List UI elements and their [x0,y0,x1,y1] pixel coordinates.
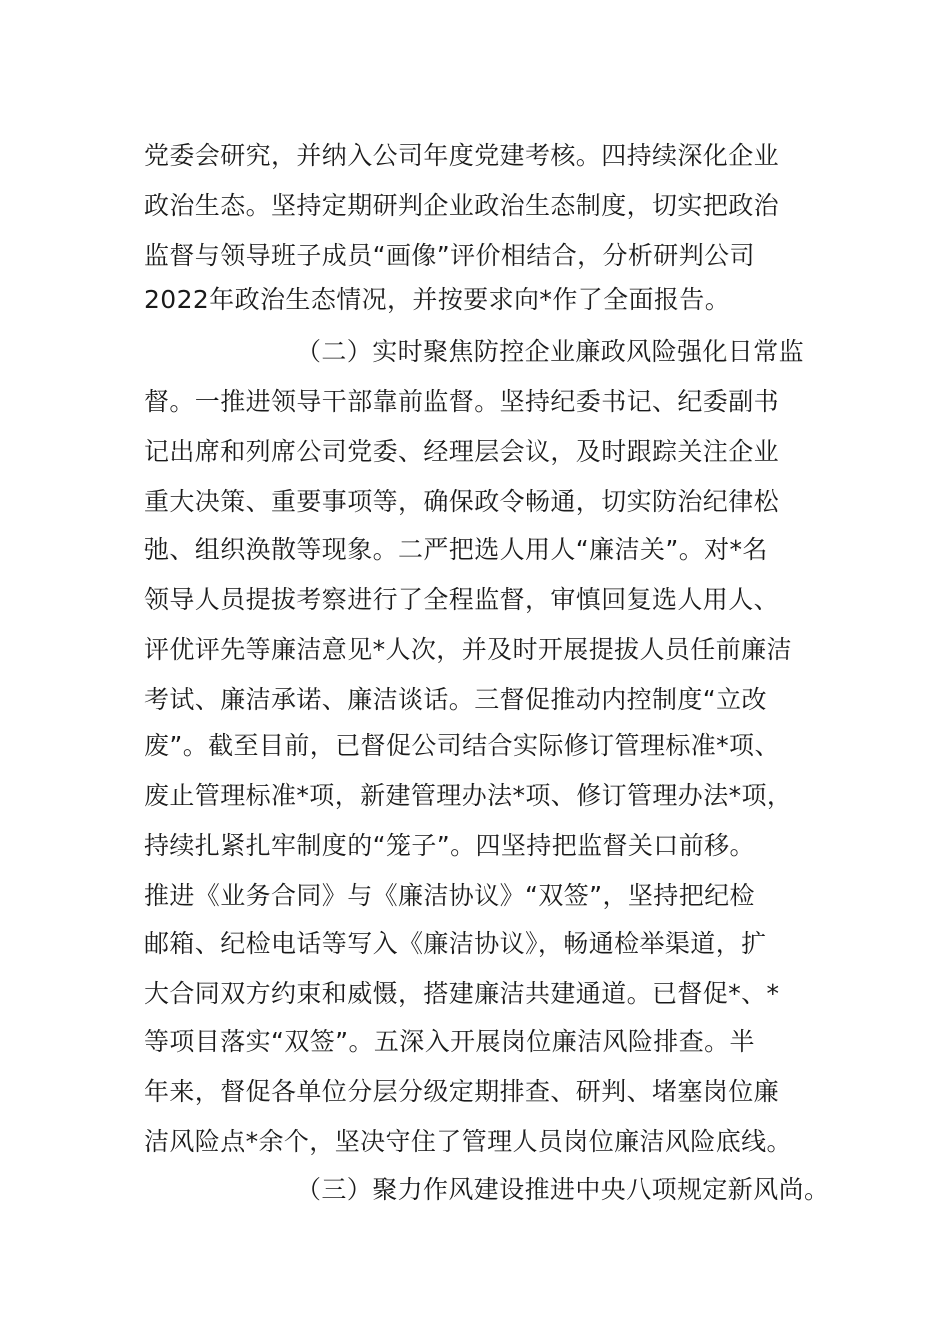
text-line: 推进《业务合同》与《廉洁协议》“双签”，坚持把纪检 [144,881,755,910]
text-line: 等项目落实“双签”。五深入开展岗位廉洁风险排查。半 [144,1027,755,1056]
text-line: 废止管理标准*项，新建管理办法*项、修订管理办法*项， [144,781,793,810]
text-line: 政治生态。坚持定期研判企业政治生态制度，切实把政治 [144,191,780,220]
text-line: 洁风险点*余个，坚决守住了管理人员岗位廉洁风险底线。 [144,1127,792,1156]
text-line: 记出席和列席公司党委、经理层会议，及时跟踪关注企业 [144,437,780,466]
section-heading: （三）聚力作风建设推进中央八项规定新风尚。 [296,1175,830,1204]
text-line: 重大决策、重要事项等，确保政令畅通，切实防治纪律松 [144,487,780,516]
text-line: 领导人员提拔考察进行了全程监督，审慎回复选人用人、 [144,585,780,614]
text-line: 党委会研究，并纳入公司年度党建考核。四持续深化企业 [144,141,780,170]
text-line: 考试、廉洁承诺、廉洁谈话。三督促推动内控制度“立改 [144,685,767,714]
section-heading: （二）实时聚焦防控企业廉政风险强化日常监 [296,337,805,366]
text-line: 评优评先等廉洁意见*人次，并及时开展提拔人员任前廉洁 [144,635,792,664]
text-line: 2022年政治生态情况，并按要求向*作了全面报告。 [144,285,731,314]
text-line: 邮箱、纪检电话等写入《廉洁协议》，畅通检举渠道，扩 [144,929,767,958]
text-line: 督。一推进领导干部靠前监督。坚持纪委书记、纪委副书 [144,387,780,416]
text-line: 弛、组织涣散等现象。二严把选人用人“廉洁关”。对*名 [144,535,768,564]
text-line: 年来，督促各单位分层分级定期排查、研判、堵塞岗位廉 [144,1077,780,1106]
text-line: 大合同双方约束和威慑，搭建廉洁共建通道。已督促*、* [144,979,780,1008]
text-line: 持续扎紧扎牢制度的“笼子”。四坚持把监督关口前移。 [144,831,755,860]
text-line: 监督与领导班子成员“画像”评价相结合，分析研判公司 [144,241,755,270]
text-line: 废”。截至目前，已督促公司结合实际修订管理标准*项、 [144,731,780,760]
